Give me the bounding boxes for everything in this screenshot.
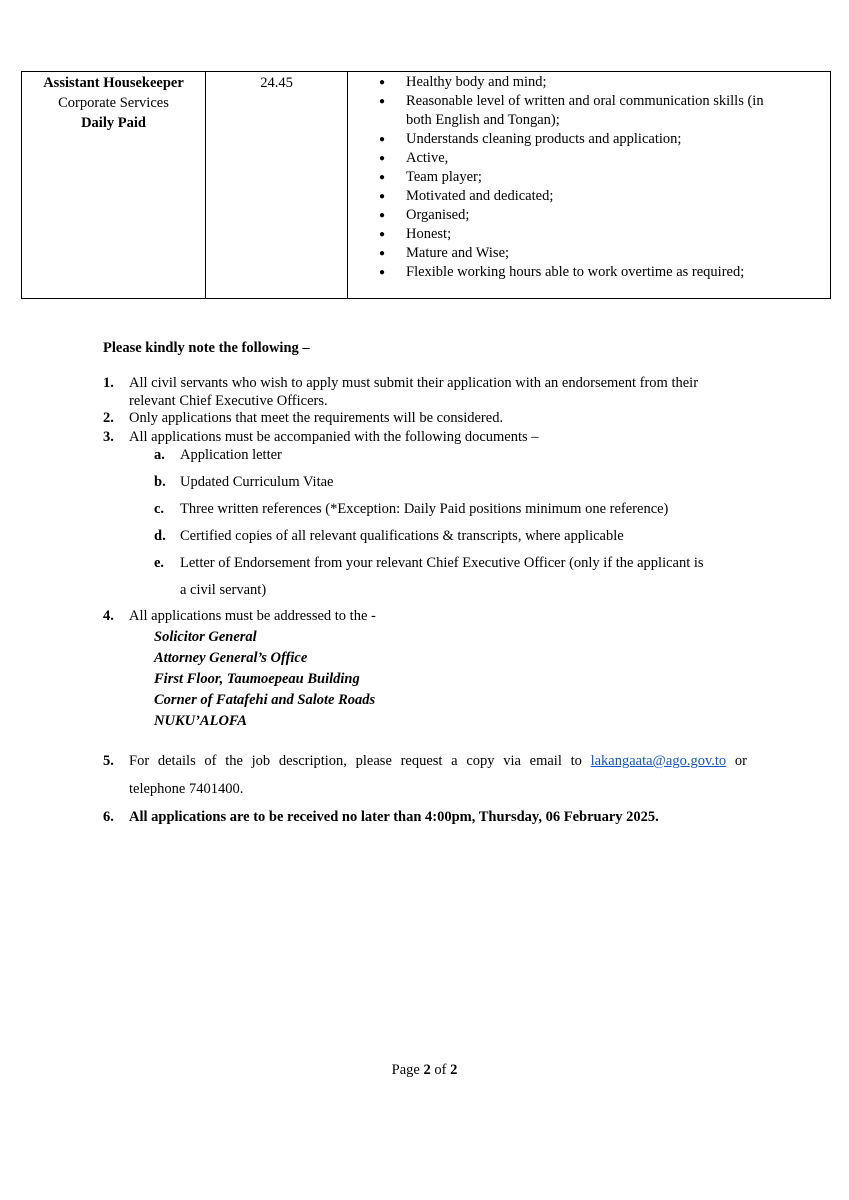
list-item: ● Motivated and dedicated; [379, 188, 554, 204]
page-footer: Page 2 of 2 [391, 1062, 458, 1078]
notes-heading: Please kindly note the following – [103, 340, 310, 356]
item-2-number: 2. [103, 410, 114, 426]
pay-type: Daily Paid [81, 115, 146, 131]
address-line-1: Solicitor General [154, 629, 257, 645]
salary-cell [206, 72, 348, 299]
requirements-cell [348, 72, 831, 299]
item-4-number: 4. [103, 608, 114, 624]
bullet-icon: ● [379, 267, 386, 278]
list-item: ● Understands cleaning products and application; [379, 131, 682, 147]
position-cell [22, 72, 206, 299]
sub-item-c-text: Three written references (*Exception: Daily Paid positions minimum one reference) [180, 501, 669, 517]
sub-item-a-letter: a. [154, 447, 165, 463]
bullet-icon: ● [379, 191, 386, 202]
list-item: ● Honest; [379, 226, 452, 242]
sub-item-a-text: Application letter [180, 447, 282, 463]
requirements-list [348, 73, 830, 282]
item-2-text: Only applications that meet the requirements will be considered. [129, 410, 504, 426]
list-item: ● Flexible working hours able to work overtime as required; [379, 264, 745, 280]
item-5-line-1: For details of the job description, please request a copy via email to lakangaata@ago.gov.to or [129, 753, 747, 769]
address-line-3: First Floor, Taumoepeau Building [154, 671, 360, 687]
list-item: ● Organised; [379, 207, 470, 223]
bullet-icon: ● [379, 172, 386, 183]
bullet-icon: ● [379, 134, 386, 145]
sub-item-e-text: Letter of Endorsement from your relevant Chief Executive Officer (only if the applicant is [180, 555, 704, 571]
item-6-number: 6. [103, 809, 114, 825]
page-current: 2 [423, 1062, 431, 1078]
bullet-icon: ● [379, 248, 386, 259]
bullet-icon: ● [379, 96, 386, 107]
table-row [22, 72, 831, 299]
salary-value: 24.45 [260, 75, 293, 91]
item-1-line-2: relevant Chief Executive Officers. [129, 393, 328, 409]
sub-item-b-text: Updated Curriculum Vitae [180, 474, 334, 490]
item-3-text: All applications must be accompanied with the following documents – [129, 429, 539, 445]
item-6-text: All applications are to be received no later than 4:00pm, Thursday, 06 February 2025. [129, 809, 659, 825]
address-line-2: Attorney General’s Office [154, 650, 308, 666]
item-1-line-1: All civil servants who wish to apply must submit their application with an endorsement from their [129, 375, 699, 391]
email-link[interactable]: lakangaata@ago.gov.to [590, 753, 727, 769]
sub-item-e-text-2: a civil servant) [180, 582, 267, 598]
address-line-4: Corner of Fatafehi and Salote Roads [154, 692, 376, 708]
sub-item-e-letter: e. [154, 555, 165, 571]
bullet-icon: ● [379, 229, 386, 240]
list-item-continuation: both English and Tongan); [406, 112, 560, 128]
item-3-number: 3. [103, 429, 114, 445]
list-item: ● Team player; [379, 169, 482, 185]
list-item: ● Healthy body and mind; [379, 74, 547, 90]
bullet-icon: ● [379, 77, 386, 88]
bullet-icon: ● [379, 153, 386, 164]
list-item: ● Mature and Wise; [379, 245, 510, 261]
item-4-text: All applications must be addressed to the - [129, 608, 376, 624]
bullet-icon: ● [379, 210, 386, 221]
position-title: Assistant Housekeeper [43, 75, 184, 91]
list-item: ● Active, [379, 150, 449, 166]
sub-item-c-letter: c. [154, 501, 165, 517]
item-1-number: 1. [103, 375, 114, 391]
job-requirements-table [21, 71, 831, 299]
page-total: 2 [450, 1062, 458, 1078]
item-5-number: 5. [103, 753, 114, 769]
list-item: ● Reasonable level of written and oral communication skills (in [379, 93, 764, 109]
sub-item-b-letter: b. [154, 474, 166, 490]
sub-item-d-text: Certified copies of all relevant qualifications & transcripts, where applicable [180, 528, 624, 544]
division-name: Corporate Services [58, 95, 169, 111]
item-5-line-2: telephone 7401400. [129, 781, 244, 797]
address-line-5: NUKU’ALOFA [154, 713, 247, 729]
sub-item-d-letter: d. [154, 528, 166, 544]
